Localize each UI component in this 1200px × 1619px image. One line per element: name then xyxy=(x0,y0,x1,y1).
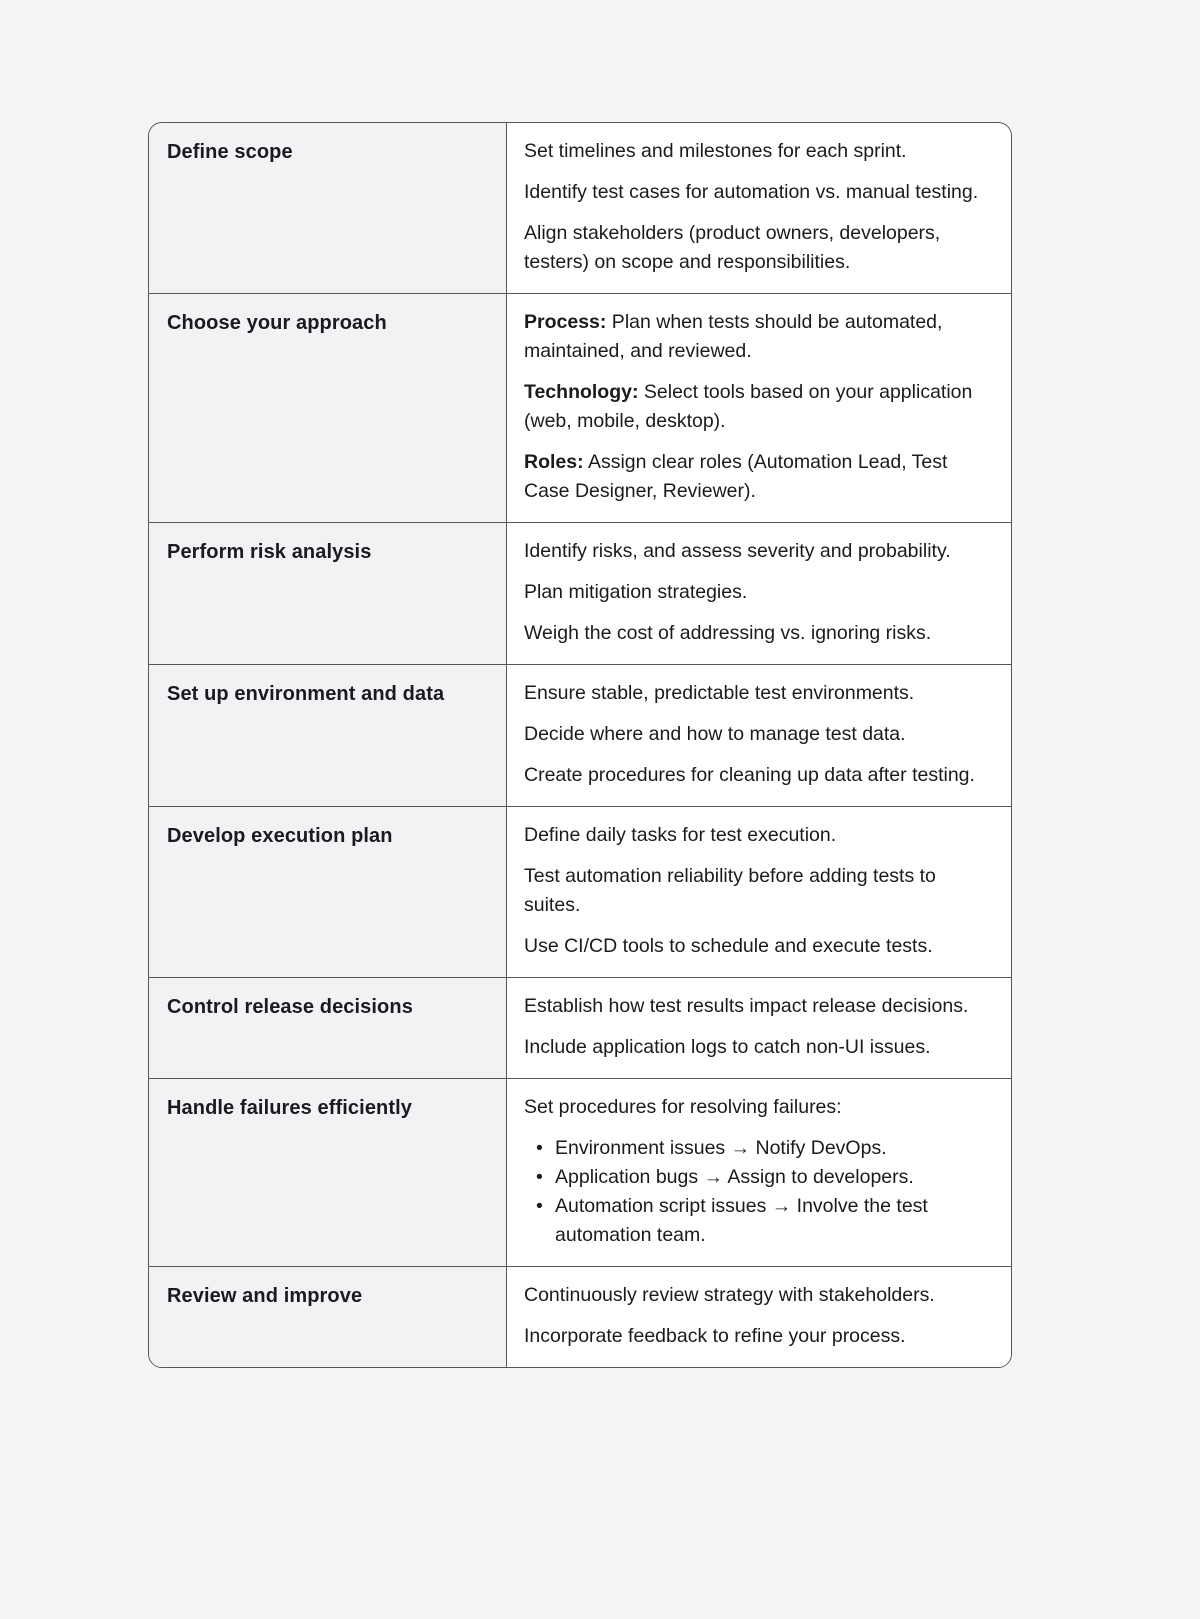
body-paragraph: Establish how test results impact release decisions. xyxy=(524,995,969,1017)
row-body-cell xyxy=(506,523,1011,664)
table-row xyxy=(149,806,1011,977)
table-row xyxy=(149,664,1011,806)
row-title-cell: Define scope xyxy=(149,123,506,293)
body-paragraph xyxy=(524,378,994,436)
row-body-cell xyxy=(506,123,1011,293)
body-paragraph: Include application logs to catch non-UI issues. xyxy=(524,1036,931,1058)
paragraph-bold-label: Technology: xyxy=(524,381,639,403)
table-row xyxy=(149,123,1011,293)
table-row xyxy=(149,977,1011,1078)
row-body-cell xyxy=(506,978,1011,1078)
row-title-cell: Develop execution plan xyxy=(149,807,506,977)
bullet-list-item: • Application bugs → Assign to developers. xyxy=(555,1163,994,1192)
body-paragraph: Decide where and how to manage test data. xyxy=(524,723,906,745)
body-paragraph: Incorporate feedback to refine your process. xyxy=(524,1325,906,1347)
row-title-cell: Handle failures efficiently xyxy=(149,1079,506,1266)
paragraph-text: Assign clear roles (Automation Lead, Test Case Designer, Reviewer). xyxy=(524,451,948,502)
body-paragraph: Align stakeholders (product owners, developers, testers) on scope and responsibilities. xyxy=(524,222,941,273)
body-paragraph: Test automation reliability before adding tests to suites. xyxy=(524,865,936,916)
row-body-cell xyxy=(506,1267,1011,1367)
body-paragraph: Plan mitigation strategies. xyxy=(524,581,748,603)
row-title-cell: Review and improve xyxy=(149,1267,506,1367)
body-paragraph xyxy=(524,308,994,366)
body-paragraph: Use CI/CD tools to schedule and execute tests. xyxy=(524,935,933,957)
body-paragraph: Set procedures for resolving failures: xyxy=(524,1096,842,1118)
paragraph-bold-label: Roles: xyxy=(524,451,584,473)
bullet-list xyxy=(524,1134,994,1250)
test-strategy-table xyxy=(148,122,1012,1368)
table-row xyxy=(149,1078,1011,1266)
body-paragraph: Ensure stable, predictable test environments. xyxy=(524,682,915,704)
body-paragraph: Continuously review strategy with stakeholders. xyxy=(524,1284,935,1306)
body-paragraph: Create procedures for cleaning up data after testing. xyxy=(524,764,975,786)
bullet-list-item: • Automation script issues → Involve the test automation team. xyxy=(555,1192,994,1250)
paragraph-text: Select tools based on your application (web, mobile, desktop). xyxy=(524,381,973,432)
table-row xyxy=(149,293,1011,522)
body-paragraph: Identify test cases for automation vs. manual testing. xyxy=(524,181,979,203)
row-title-cell: Control release decisions xyxy=(149,978,506,1078)
paragraph-bold-label: Process: xyxy=(524,311,607,333)
body-paragraph: Set timelines and milestones for each sprint. xyxy=(524,140,907,162)
row-title-cell: Set up environment and data xyxy=(149,665,506,806)
body-paragraph xyxy=(524,448,994,506)
row-body-cell xyxy=(506,294,1011,522)
row-title-cell: Perform risk analysis xyxy=(149,523,506,664)
paragraph-text: Plan when tests should be automated, maintained, and reviewed. xyxy=(524,311,943,362)
table-row xyxy=(149,522,1011,664)
bullet-list-item: • Environment issues → Notify DevOps. xyxy=(555,1134,994,1163)
body-paragraph: Weigh the cost of addressing vs. ignoring risks. xyxy=(524,622,932,644)
body-paragraph: Define daily tasks for test execution. xyxy=(524,824,837,846)
table-row xyxy=(149,1266,1011,1367)
row-body-cell xyxy=(506,1079,1011,1266)
row-body-cell xyxy=(506,665,1011,806)
body-paragraph: Identify risks, and assess severity and probability. xyxy=(524,540,951,562)
row-body-cell xyxy=(506,807,1011,977)
row-title-cell: Choose your approach xyxy=(149,294,506,522)
